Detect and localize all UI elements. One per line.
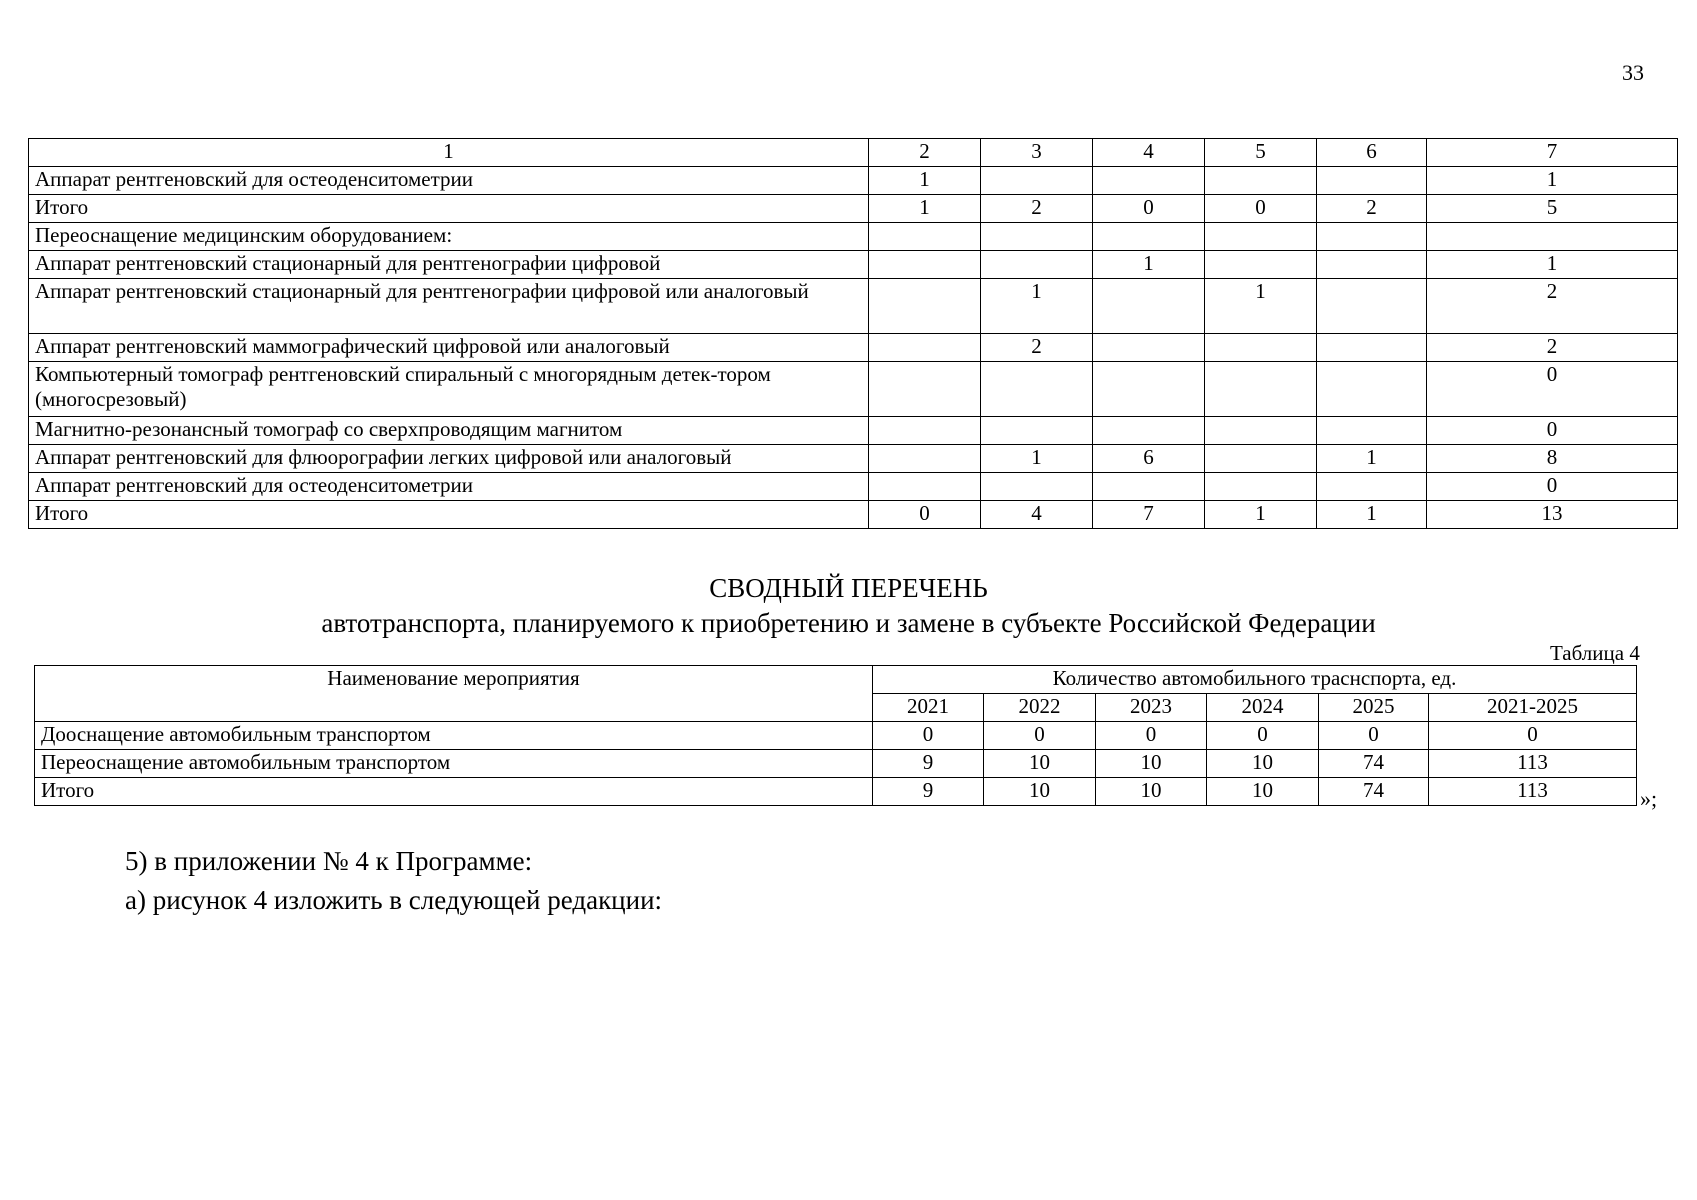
table-row xyxy=(29,167,1678,195)
cell-value: 0 xyxy=(1429,722,1637,750)
cell-value: 8 xyxy=(1427,445,1678,473)
cell-value: 9 xyxy=(873,778,984,806)
table-row xyxy=(29,501,1678,529)
cell-value xyxy=(1205,334,1317,362)
year-header: 2024 xyxy=(1207,694,1319,722)
cell-value xyxy=(1093,167,1205,195)
column-number: 1 xyxy=(29,139,869,167)
cell-value xyxy=(981,167,1093,195)
cell-value: 10 xyxy=(1207,750,1319,778)
cell-value xyxy=(869,334,981,362)
vehicle-table xyxy=(34,665,1637,806)
cell-value: 74 xyxy=(1319,750,1429,778)
row-name: Дооснащение автомобильным транспортом xyxy=(35,722,873,750)
cell-value xyxy=(1093,417,1205,445)
summary-subtitle: автотранспорта, планируемого к приобретению и замене в субъекте Российской Федерации xyxy=(321,608,1376,638)
cell-value: 10 xyxy=(984,750,1096,778)
cell-value: 9 xyxy=(873,750,984,778)
cell-value: 1 xyxy=(1427,167,1678,195)
cell-value: 2 xyxy=(981,195,1093,223)
column-number: 7 xyxy=(1427,139,1678,167)
cell-value xyxy=(981,251,1093,279)
column-header-name: Наименование мероприятия xyxy=(35,666,873,722)
year-header: 2021 xyxy=(873,694,984,722)
year-header: 2022 xyxy=(984,694,1096,722)
year-header: 2025 xyxy=(1319,694,1429,722)
cell-value: 74 xyxy=(1319,778,1429,806)
column-group-header: Количество автомобильного траснспорта, ед. xyxy=(873,666,1637,694)
row-name: Аппарат рентгеновский для остеоденситометрии xyxy=(29,473,869,501)
row-name: Аппарат рентгеновский для остеоденситометрии xyxy=(29,167,869,195)
table-row xyxy=(29,223,1678,251)
cell-value: 0 xyxy=(1207,722,1319,750)
cell-value: 2 xyxy=(1427,334,1678,362)
cell-value xyxy=(1427,223,1678,251)
cell-value xyxy=(1205,445,1317,473)
row-name: Аппарат рентгеновский маммографический цифровой или аналоговый xyxy=(29,334,869,362)
table-label: Таблица 4 xyxy=(1550,641,1640,665)
cell-value: 13 xyxy=(1427,501,1678,529)
cell-value xyxy=(1317,473,1427,501)
cell-value xyxy=(1093,362,1205,417)
cell-value: 2 xyxy=(1427,279,1678,334)
paragraph-item-5: 5) в приложении № 4 к Программе: xyxy=(125,846,533,876)
table-header-row xyxy=(35,666,1637,694)
cell-value xyxy=(1205,417,1317,445)
cell-value xyxy=(1093,223,1205,251)
cell-value: 2 xyxy=(1317,195,1427,223)
cell-value: 0 xyxy=(1093,195,1205,223)
cell-value: 0 xyxy=(1427,473,1678,501)
cell-value: 6 xyxy=(1093,445,1205,473)
row-name: Аппарат рентгеновский для флюорографии легких цифровой или аналоговый xyxy=(29,445,869,473)
table-row xyxy=(35,778,1637,806)
cell-value: 1 xyxy=(1317,501,1427,529)
cell-value: 113 xyxy=(1429,750,1637,778)
cell-value xyxy=(869,473,981,501)
row-name: Переоснащение автомобильным транспортом xyxy=(35,750,873,778)
cell-value: 4 xyxy=(981,501,1093,529)
row-name: Компьютерный томограф рентгеновский спиральный с многорядным детек-тором (многосрезовый) xyxy=(29,362,869,417)
row-name: Итого xyxy=(29,195,869,223)
cell-value: 0 xyxy=(984,722,1096,750)
cell-value xyxy=(1205,473,1317,501)
table-row xyxy=(29,195,1678,223)
cell-value: 10 xyxy=(1096,750,1207,778)
table-row xyxy=(29,445,1678,473)
cell-value: 1 xyxy=(1317,445,1427,473)
cell-value xyxy=(981,362,1093,417)
column-number: 2 xyxy=(869,139,981,167)
page-number: 33 xyxy=(1622,60,1644,85)
cell-value: 1 xyxy=(869,195,981,223)
cell-value: 0 xyxy=(1427,417,1678,445)
cell-value: 1 xyxy=(981,279,1093,334)
equipment-table xyxy=(28,138,1678,529)
cell-value: 0 xyxy=(1319,722,1429,750)
column-number: 3 xyxy=(981,139,1093,167)
cell-value xyxy=(1317,334,1427,362)
row-name: Аппарат рентгеновский стационарный для рентгенографии цифровой или аналоговый xyxy=(29,279,869,334)
cell-value xyxy=(1317,223,1427,251)
table-row xyxy=(29,473,1678,501)
table-row xyxy=(29,417,1678,445)
cell-value: 5 xyxy=(1427,195,1678,223)
row-name: Магнитно-резонансный томограф со сверхпроводящим магнитом xyxy=(29,417,869,445)
cell-value: 1 xyxy=(1093,251,1205,279)
cell-value xyxy=(1205,167,1317,195)
cell-value xyxy=(869,445,981,473)
cell-value: 0 xyxy=(1427,362,1678,417)
cell-value xyxy=(869,223,981,251)
cell-value xyxy=(1093,334,1205,362)
cell-value xyxy=(1093,473,1205,501)
column-number: 5 xyxy=(1205,139,1317,167)
row-name: Аппарат рентгеновский стационарный для рентгенографии цифровой xyxy=(29,251,869,279)
cell-value xyxy=(869,362,981,417)
cell-value xyxy=(1205,251,1317,279)
cell-value xyxy=(869,417,981,445)
table-row xyxy=(35,722,1637,750)
cell-value: 10 xyxy=(1096,778,1207,806)
table-row xyxy=(29,362,1678,417)
cell-value: 0 xyxy=(1096,722,1207,750)
cell-value xyxy=(1317,279,1427,334)
cell-value xyxy=(981,473,1093,501)
cell-value: 2 xyxy=(981,334,1093,362)
cell-value: 113 xyxy=(1429,778,1637,806)
row-name: Итого xyxy=(29,501,869,529)
table-header-row xyxy=(29,139,1678,167)
table-row xyxy=(29,279,1678,334)
cell-value: 10 xyxy=(984,778,1096,806)
cell-value xyxy=(981,223,1093,251)
cell-value: 1 xyxy=(1205,501,1317,529)
cell-value xyxy=(1317,167,1427,195)
cell-value xyxy=(869,251,981,279)
cell-value: 10 xyxy=(1207,778,1319,806)
year-header: 2023 xyxy=(1096,694,1207,722)
column-number: 4 xyxy=(1093,139,1205,167)
cell-value: 1 xyxy=(869,167,981,195)
column-number: 6 xyxy=(1317,139,1427,167)
summary-title: СВОДНЫЙ ПЕРЕЧЕНЬ xyxy=(709,573,988,603)
cell-value: 0 xyxy=(873,722,984,750)
cell-value xyxy=(1317,417,1427,445)
row-name: Итого xyxy=(35,778,873,806)
table-row xyxy=(29,334,1678,362)
cell-value: 0 xyxy=(1205,195,1317,223)
closing-quote: »; xyxy=(1640,786,1658,811)
table-row xyxy=(29,251,1678,279)
year-header: 2021-2025 xyxy=(1429,694,1637,722)
paragraph-item-a: а) рисунок 4 изложить в следующей редакции: xyxy=(125,885,663,915)
row-name: Переоснащение медицинским оборудованием: xyxy=(29,223,869,251)
cell-value: 1 xyxy=(981,445,1093,473)
cell-value: 1 xyxy=(1427,251,1678,279)
cell-value xyxy=(1093,279,1205,334)
cell-value xyxy=(1317,362,1427,417)
cell-value xyxy=(981,417,1093,445)
cell-value: 7 xyxy=(1093,501,1205,529)
cell-value: 0 xyxy=(869,501,981,529)
table-row xyxy=(35,750,1637,778)
cell-value: 1 xyxy=(1205,279,1317,334)
cell-value xyxy=(869,279,981,334)
cell-value xyxy=(1317,251,1427,279)
cell-value xyxy=(1205,223,1317,251)
cell-value xyxy=(1205,362,1317,417)
